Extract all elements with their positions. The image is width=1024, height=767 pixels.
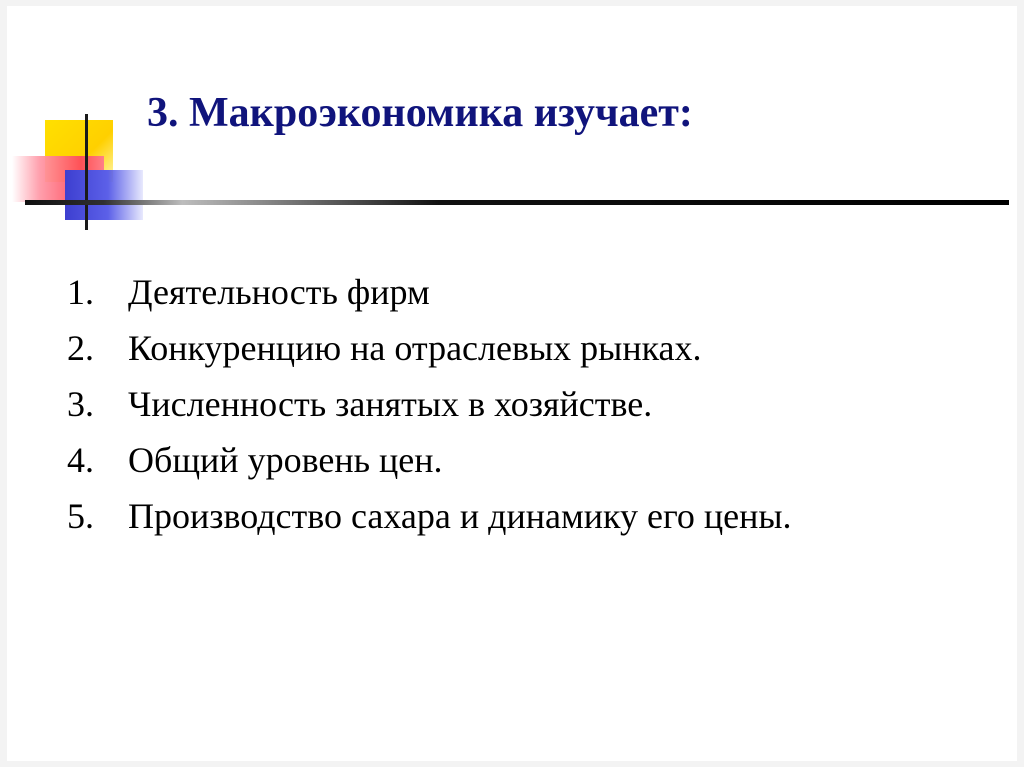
list-item [67, 432, 792, 488]
list-item-number: 2. [67, 328, 94, 368]
list-item [67, 376, 792, 432]
slide-title: 3. Макроэкономика изучает: [147, 90, 693, 136]
list-item-text: Производство сахара и динамику его цены. [128, 496, 792, 536]
title-divider [25, 200, 1009, 205]
list-item-number: 5. [67, 496, 94, 536]
slide [7, 6, 1017, 761]
decorative-blue-bar [65, 170, 143, 220]
decorative-vertical-line [85, 114, 88, 230]
list-item-number: 4. [67, 440, 94, 480]
list-item-text: Общий уровень цен. [128, 440, 443, 480]
list-item [67, 264, 792, 320]
list-item-text: Конкуренцию на отраслевых рынках. [128, 328, 702, 368]
list-item-text: Численность занятых в хозяйстве. [128, 384, 653, 424]
list-item [67, 488, 792, 544]
list-item [67, 320, 792, 376]
list-item-number: 1. [67, 272, 94, 312]
content-list [67, 264, 792, 544]
list-item-text: Деятельность фирм [128, 272, 430, 312]
list-item-number: 3. [67, 384, 94, 424]
